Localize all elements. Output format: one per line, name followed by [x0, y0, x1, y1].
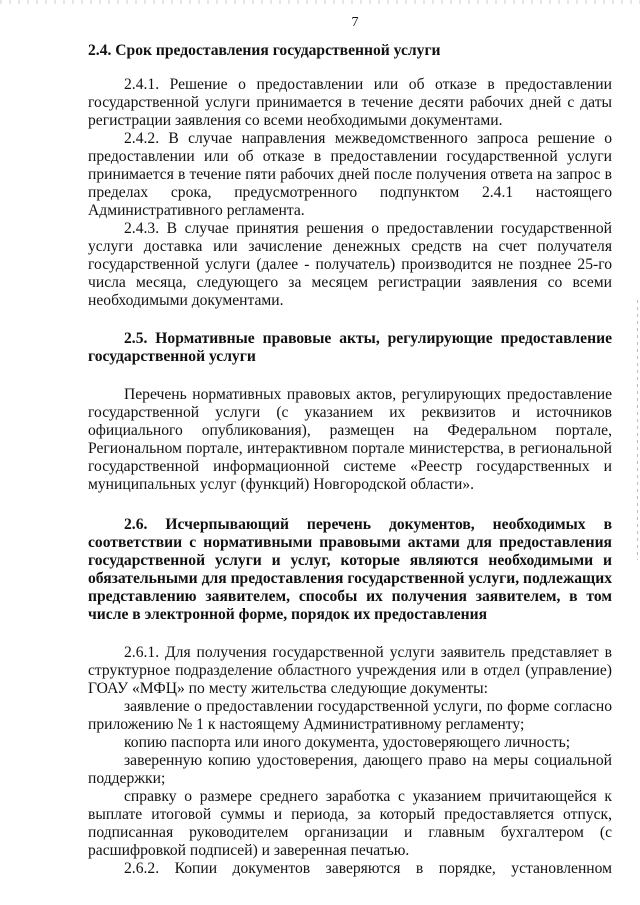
list-item-passport: копию паспорта или иного документа, удостоверяющего личность;: [124, 734, 571, 751]
scan-artifact-top: [0, 0, 640, 4]
section-2-4-heading: 2.4. Срок предоставления государственной услуги: [88, 42, 441, 59]
list-item-salary-statement: справку о размере среднего заработка с указанием причитающейся к выплате итоговой суммы и периода, за который предоставляется отпуск, подписанная руководителем организации и главным бухгалтером (с расшифровкой подписей) и заверенная печатью.: [88, 788, 612, 859]
paragraph-2-5: Перечень нормативных правовых актов, регулирующих предоставление государственной услуги (с указанием их реквизитов и источников официального опубликования), размещен на Федеральном портале, Региональном портале, интерактивном портале министерства, в региональной государственной информационной системе «Реестр государственных и муниципальных услуг (функций) Новгородской области».: [88, 386, 612, 493]
section-2-5-heading: 2.5. Нормативные правовые акты, регулирующие предоставление государственной услуги: [88, 330, 612, 365]
list-item-certificate: заверенную копию удостоверения, дающего право на меры социальной поддержки;: [88, 752, 612, 787]
list-item-application: заявление о предоставлении государственной услуги, по форме согласно приложению № 1 к настоящему Административному регламенту;: [88, 698, 612, 733]
scan-artifact-edge: [637, 300, 638, 560]
page-number: 7: [351, 15, 359, 30]
paragraph-2-6-1: 2.6.1. Для получения государственной услуги заявитель представляет в структурное подразделение областного учреждения или в отдел (управление) ГОАУ «МФЦ» по месту жительства следующие документы:: [88, 644, 612, 697]
paragraph-2-4-3: 2.4.3. В случае принятия решения о предоставлении государственной услуги доставка или зачисление денежных средств на счет получателя государственной услуги (далее - получатель) производится не позднее 25-го числа месяца, следующего за месяцем регистрации заявления со всеми необходимыми документами.: [88, 220, 612, 309]
paragraph-2-4-1: 2.4.1. Решение о предоставлении или об отказе в предоставлении государственной услуги принимается в течение десяти рабочих дней с даты регистрации заявления со всеми необходимыми документами.: [88, 76, 612, 129]
document-page: [88, 14, 612, 878]
paragraph-2-4-2: 2.4.2. В случае направления межведомственного запроса решение о предоставлении или об отказе в предоставлении государственной услуги принимается в течение пяти рабочих дней после получения ответа на запрос в пределах срока, предусмотренного подпунктом 2.4.1 настоящего Административного регламента.: [88, 130, 612, 219]
paragraph-2-6-2: 2.6.2. Копии документов заверяются в порядке, установленном: [124, 860, 612, 877]
section-2-6-heading: 2.6. Исчерпывающий перечень документов, необходимых в соответствии с нормативными правовыми актами для предоставления государственной услуги и услуг, которые являются необходимыми и обязательными для предоставления государственной услуги, подлежащих представлению заявителем, способы их получения заявителем, в том числе в электронной форме, порядок их предоставления: [88, 516, 612, 623]
